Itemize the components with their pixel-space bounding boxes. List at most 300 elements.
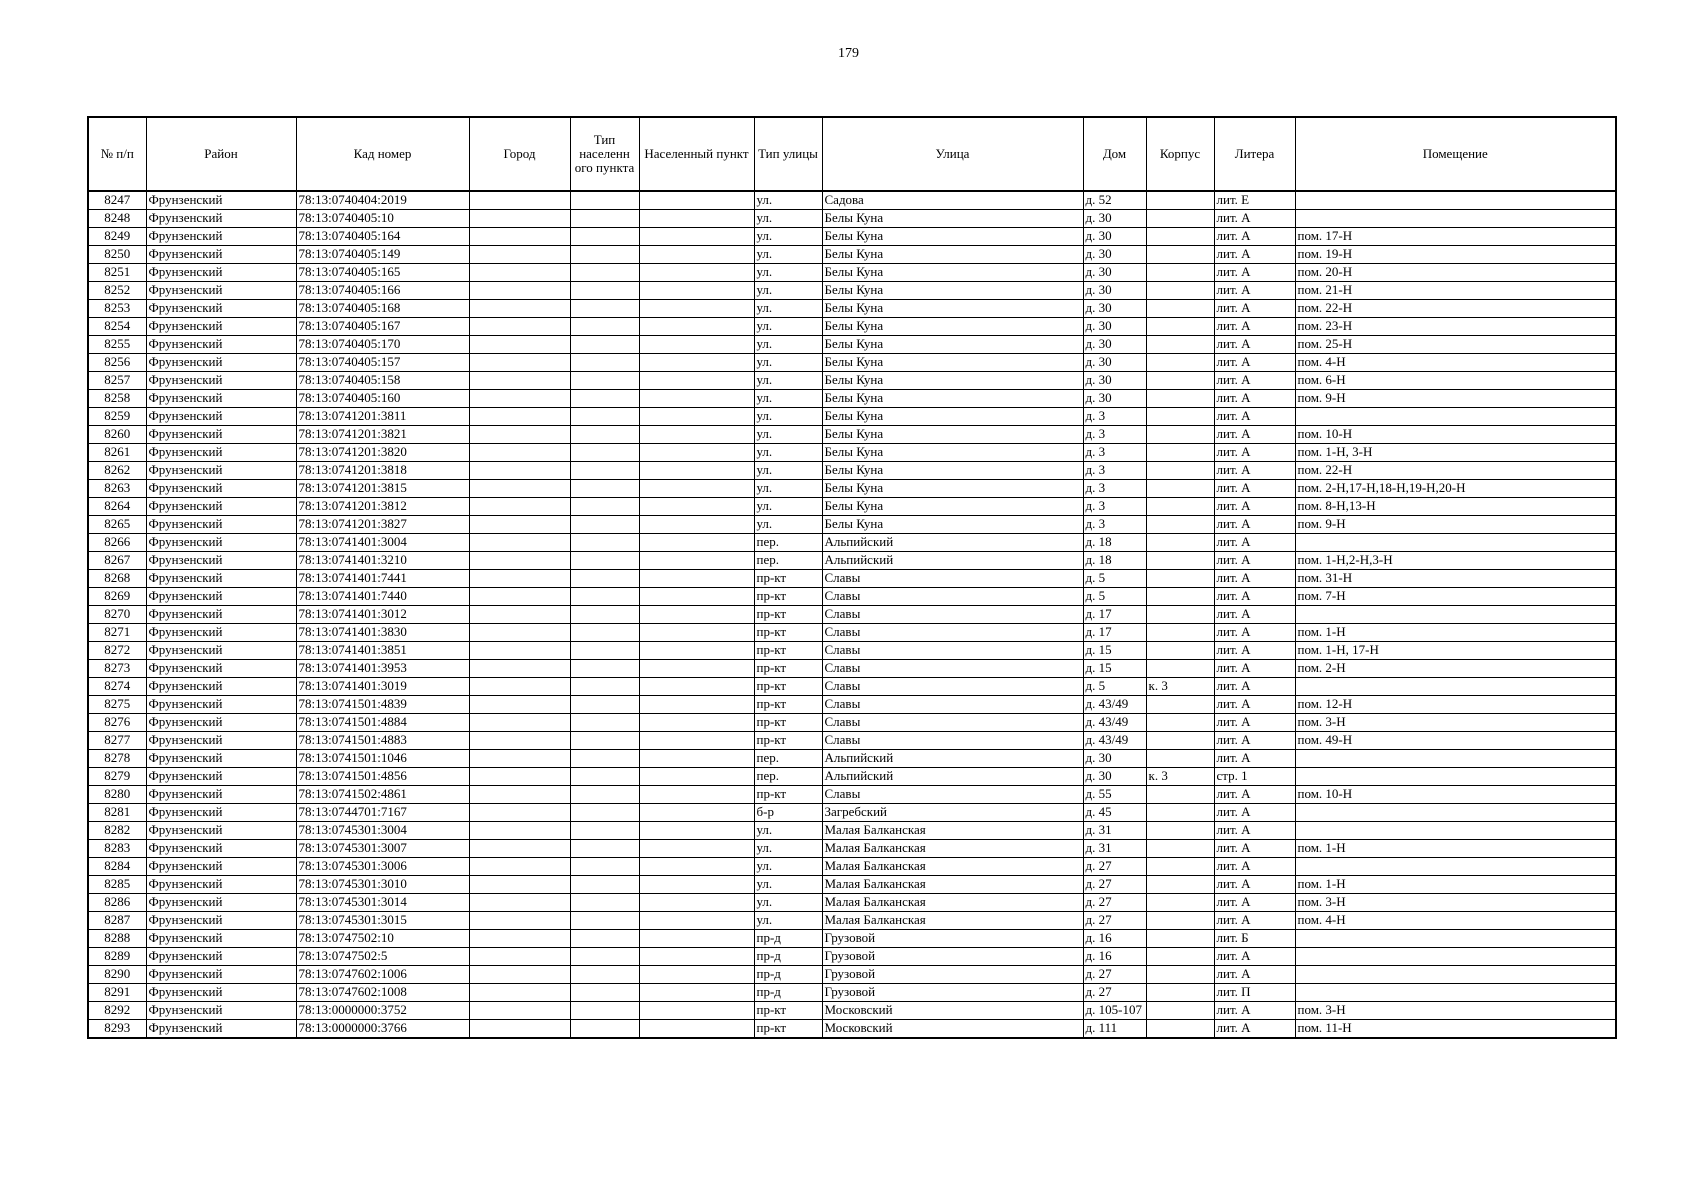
col-building-cell xyxy=(1146,984,1214,1002)
table-row xyxy=(88,660,1616,678)
col-premises-cell: пом. 25-Н xyxy=(1295,336,1616,354)
col-settlement-type-cell xyxy=(570,678,639,696)
col-settlement-cell xyxy=(639,894,754,912)
col-settlement-type-cell xyxy=(570,876,639,894)
table-row xyxy=(88,372,1616,390)
col-street-type-cell: пр-кт xyxy=(754,624,822,642)
col-city-cell xyxy=(469,588,570,606)
col-settlement-cell xyxy=(639,840,754,858)
col-premises-cell: пом. 12-Н xyxy=(1295,696,1616,714)
col-street-type-cell: пр-кт xyxy=(754,1002,822,1020)
col-settlement-cell xyxy=(639,1020,754,1039)
col-cadastral-cell: 78:13:0740405:157 xyxy=(296,354,469,372)
col-building-cell: к. 3 xyxy=(1146,768,1214,786)
col-city-cell xyxy=(469,210,570,228)
table-row xyxy=(88,210,1616,228)
col-letter-cell: лит. А xyxy=(1214,552,1295,570)
col-building-cell xyxy=(1146,480,1214,498)
col-district-cell: Фрунзенский xyxy=(146,642,296,660)
col-cadastral-cell: 78:13:0745301:3010 xyxy=(296,876,469,894)
col-building-cell xyxy=(1146,966,1214,984)
col-city-cell xyxy=(469,624,570,642)
col-building-cell xyxy=(1146,516,1214,534)
col-district-cell: Фрунзенский xyxy=(146,318,296,336)
col-letter-cell: лит. А xyxy=(1214,606,1295,624)
col-street-type-cell: ул. xyxy=(754,191,822,210)
col-number-cell: 8268 xyxy=(88,570,146,588)
col-building-cell xyxy=(1146,354,1214,372)
col-premises-cell: пом. 3-Н xyxy=(1295,1002,1616,1020)
col-street-cell: Славы xyxy=(822,606,1083,624)
col-number-cell: 8270 xyxy=(88,606,146,624)
col-settlement-type-cell xyxy=(570,750,639,768)
col-cadastral-cell: 78:13:0741401:3953 xyxy=(296,660,469,678)
col-city-cell xyxy=(469,318,570,336)
col-settlement-cell xyxy=(639,354,754,372)
col-street-type-cell: ул. xyxy=(754,498,822,516)
col-letter-cell: лит. А xyxy=(1214,894,1295,912)
col-settlement-cell xyxy=(639,462,754,480)
col-cadastral-cell: 78:13:0740404:2019 xyxy=(296,191,469,210)
col-city-cell xyxy=(469,498,570,516)
col-cadastral-cell: 78:13:0741201:3821 xyxy=(296,426,469,444)
col-street-cell: Белы Куна xyxy=(822,336,1083,354)
col-building-cell xyxy=(1146,372,1214,390)
col-number-cell: 8265 xyxy=(88,516,146,534)
col-letter-cell: лит. А xyxy=(1214,498,1295,516)
col-number-cell: 8277 xyxy=(88,732,146,750)
col-cadastral-cell: 78:13:0741502:4861 xyxy=(296,786,469,804)
col-settlement-cell xyxy=(639,948,754,966)
col-house-cell: д. 3 xyxy=(1083,462,1146,480)
col-premises-cell: пом. 31-Н xyxy=(1295,570,1616,588)
col-settlement-type-cell xyxy=(570,714,639,732)
col-building-cell xyxy=(1146,642,1214,660)
col-settlement-type-cell xyxy=(570,768,639,786)
col-district-cell: Фрунзенский xyxy=(146,498,296,516)
col-number-cell: 8262 xyxy=(88,462,146,480)
table-row xyxy=(88,606,1616,624)
col-cadastral-cell: 78:13:0747602:1008 xyxy=(296,984,469,1002)
col-street-type-cell: ул. xyxy=(754,264,822,282)
col-settlement-type-cell xyxy=(570,1002,639,1020)
col-city-cell xyxy=(469,984,570,1002)
col-letter-cell: лит. А xyxy=(1214,534,1295,552)
table-row xyxy=(88,246,1616,264)
col-premises-cell: пом. 19-Н xyxy=(1295,246,1616,264)
col-settlement-type-cell xyxy=(570,552,639,570)
col-city-cell xyxy=(469,390,570,408)
col-street-type-cell: ул. xyxy=(754,354,822,372)
page-number: 179 xyxy=(838,46,859,61)
col-district-cell: Фрунзенский xyxy=(146,930,296,948)
col-letter-cell: лит. А xyxy=(1214,822,1295,840)
col-settlement-type-cell xyxy=(570,804,639,822)
col-city-cell xyxy=(469,768,570,786)
col-settlement-type-cell xyxy=(570,426,639,444)
col-district-cell: Фрунзенский xyxy=(146,336,296,354)
col-street-type-cell: ул. xyxy=(754,336,822,354)
col-street-cell: Славы xyxy=(822,732,1083,750)
col-cadastral-cell: 78:13:0740405:164 xyxy=(296,228,469,246)
col-house-cell: д. 27 xyxy=(1083,966,1146,984)
col-building-header: Корпус xyxy=(1146,117,1214,191)
col-cadastral-cell: 78:13:0741201:3815 xyxy=(296,480,469,498)
col-district-cell: Фрунзенский xyxy=(146,534,296,552)
col-district-cell: Фрунзенский xyxy=(146,822,296,840)
col-cadastral-cell: 78:13:0745301:3006 xyxy=(296,858,469,876)
col-premises-cell: пом. 21-Н xyxy=(1295,282,1616,300)
col-letter-cell: лит. А xyxy=(1214,804,1295,822)
col-street-cell: Славы xyxy=(822,678,1083,696)
col-district-cell: Фрунзенский xyxy=(146,354,296,372)
col-house-cell: д. 30 xyxy=(1083,282,1146,300)
col-premises-cell xyxy=(1295,948,1616,966)
col-number-cell: 8259 xyxy=(88,408,146,426)
col-settlement-type-cell xyxy=(570,390,639,408)
col-street-type-cell: пр-кт xyxy=(754,1020,822,1039)
col-district-cell: Фрунзенский xyxy=(146,426,296,444)
col-settlement-type-cell xyxy=(570,786,639,804)
col-street-cell: Грузовой xyxy=(822,966,1083,984)
col-street-cell: Белы Куна xyxy=(822,282,1083,300)
col-settlement-type-cell xyxy=(570,372,639,390)
col-city-cell xyxy=(469,300,570,318)
col-street-type-cell: пр-кт xyxy=(754,660,822,678)
col-letter-cell: лит. А xyxy=(1214,732,1295,750)
col-letter-cell: лит. А xyxy=(1214,480,1295,498)
col-district-cell: Фрунзенский xyxy=(146,948,296,966)
col-house-cell: д. 27 xyxy=(1083,912,1146,930)
col-street-cell: Малая Балканская xyxy=(822,858,1083,876)
col-city-cell xyxy=(469,462,570,480)
col-premises-cell: пом. 22-Н xyxy=(1295,462,1616,480)
col-city-cell xyxy=(469,336,570,354)
col-building-cell xyxy=(1146,1002,1214,1020)
col-city-cell xyxy=(469,696,570,714)
col-district-cell: Фрунзенский xyxy=(146,966,296,984)
table-row xyxy=(88,930,1616,948)
col-city-cell xyxy=(469,1020,570,1039)
col-number-cell: 8282 xyxy=(88,822,146,840)
col-street-cell: Грузовой xyxy=(822,930,1083,948)
col-street-cell: Московский xyxy=(822,1002,1083,1020)
col-number-cell: 8249 xyxy=(88,228,146,246)
col-cadastral-cell: 78:13:0741401:3210 xyxy=(296,552,469,570)
col-street-type-cell: пр-д xyxy=(754,930,822,948)
col-cadastral-cell: 78:13:0741401:3019 xyxy=(296,678,469,696)
table-row xyxy=(88,894,1616,912)
col-house-cell: д. 5 xyxy=(1083,570,1146,588)
col-letter-cell: лит. А xyxy=(1214,786,1295,804)
col-district-cell: Фрунзенский xyxy=(146,696,296,714)
col-street-cell: Белы Куна xyxy=(822,426,1083,444)
col-house-cell: д. 27 xyxy=(1083,876,1146,894)
col-cadastral-cell: 78:13:0741401:7440 xyxy=(296,588,469,606)
col-building-cell xyxy=(1146,876,1214,894)
col-house-cell: д. 30 xyxy=(1083,390,1146,408)
col-city-cell xyxy=(469,552,570,570)
col-building-cell xyxy=(1146,804,1214,822)
col-settlement-type-cell xyxy=(570,1020,639,1039)
table-row xyxy=(88,336,1616,354)
col-building-cell xyxy=(1146,246,1214,264)
table-row xyxy=(88,534,1616,552)
col-street-type-cell: б-р xyxy=(754,804,822,822)
col-district-cell: Фрунзенский xyxy=(146,480,296,498)
col-letter-cell: лит. А xyxy=(1214,390,1295,408)
col-house-cell: д. 43/49 xyxy=(1083,732,1146,750)
col-house-cell: д. 105-107 xyxy=(1083,1002,1146,1020)
col-street-cell: Славы xyxy=(822,588,1083,606)
col-cadastral-cell: 78:13:0744701:7167 xyxy=(296,804,469,822)
col-house-cell: д. 5 xyxy=(1083,588,1146,606)
col-house-cell: д. 27 xyxy=(1083,984,1146,1002)
table-row xyxy=(88,282,1616,300)
col-city-cell xyxy=(469,228,570,246)
col-cadastral-cell: 78:13:0741501:4883 xyxy=(296,732,469,750)
col-premises-cell: пом. 11-Н xyxy=(1295,1020,1616,1039)
col-number-cell: 8271 xyxy=(88,624,146,642)
col-settlement-cell xyxy=(639,534,754,552)
col-building-cell xyxy=(1146,696,1214,714)
col-letter-cell: лит. А xyxy=(1214,714,1295,732)
col-city-cell xyxy=(469,876,570,894)
col-settlement-type-cell xyxy=(570,660,639,678)
col-district-cell: Фрунзенский xyxy=(146,804,296,822)
col-city-cell xyxy=(469,246,570,264)
col-city-cell xyxy=(469,750,570,768)
col-number-cell: 8288 xyxy=(88,930,146,948)
col-number-cell: 8267 xyxy=(88,552,146,570)
col-premises-cell xyxy=(1295,408,1616,426)
col-city-cell xyxy=(469,534,570,552)
col-settlement-cell xyxy=(639,930,754,948)
col-building-cell xyxy=(1146,714,1214,732)
col-settlement-cell xyxy=(639,372,754,390)
col-house-cell: д. 30 xyxy=(1083,264,1146,282)
col-premises-cell xyxy=(1295,858,1616,876)
col-number-cell: 8287 xyxy=(88,912,146,930)
col-number-cell: 8256 xyxy=(88,354,146,372)
col-settlement-type-cell xyxy=(570,984,639,1002)
col-settlement-type-cell xyxy=(570,930,639,948)
col-premises-cell xyxy=(1295,534,1616,552)
col-settlement-cell xyxy=(639,714,754,732)
col-street-type-cell: ул. xyxy=(754,822,822,840)
col-premises-cell: пом. 8-Н,13-Н xyxy=(1295,498,1616,516)
col-building-cell xyxy=(1146,858,1214,876)
col-settlement-cell xyxy=(639,390,754,408)
col-letter-cell: лит. А xyxy=(1214,696,1295,714)
col-number-cell: 8255 xyxy=(88,336,146,354)
col-letter-cell: лит. А xyxy=(1214,750,1295,768)
col-house-cell: д. 30 xyxy=(1083,336,1146,354)
col-premises-cell: пом. 10-Н xyxy=(1295,426,1616,444)
col-cadastral-cell: 78:13:0740405:167 xyxy=(296,318,469,336)
col-street-type-cell: ул. xyxy=(754,894,822,912)
col-settlement-cell xyxy=(639,444,754,462)
col-cadastral-cell: 78:13:0741201:3820 xyxy=(296,444,469,462)
col-premises-cell xyxy=(1295,966,1616,984)
col-cadastral-cell: 78:13:0741401:3004 xyxy=(296,534,469,552)
col-house-cell: д. 16 xyxy=(1083,948,1146,966)
col-cadastral-cell: 78:13:0741201:3827 xyxy=(296,516,469,534)
col-premises-cell xyxy=(1295,210,1616,228)
col-city-cell xyxy=(469,282,570,300)
col-street-cell: Славы xyxy=(822,786,1083,804)
table-row xyxy=(88,984,1616,1002)
col-district-cell: Фрунзенский xyxy=(146,282,296,300)
col-premises-cell xyxy=(1295,678,1616,696)
col-street-type-cell: пр-кт xyxy=(754,588,822,606)
col-cadastral-cell: 78:13:0741201:3812 xyxy=(296,498,469,516)
col-settlement-cell xyxy=(639,876,754,894)
col-street-type-cell: ул. xyxy=(754,876,822,894)
col-settlement-cell xyxy=(639,191,754,210)
col-building-cell xyxy=(1146,894,1214,912)
col-street-cell: Белы Куна xyxy=(822,318,1083,336)
col-letter-cell: лит. А xyxy=(1214,642,1295,660)
col-city-cell xyxy=(469,444,570,462)
col-settlement-cell xyxy=(639,408,754,426)
col-cadastral-cell: 78:13:0745301:3014 xyxy=(296,894,469,912)
col-city-cell xyxy=(469,516,570,534)
col-number-cell: 8281 xyxy=(88,804,146,822)
col-city-cell xyxy=(469,642,570,660)
col-letter-cell: лит. А xyxy=(1214,876,1295,894)
col-letter-cell: стр. 1 xyxy=(1214,768,1295,786)
col-building-cell xyxy=(1146,210,1214,228)
col-building-cell xyxy=(1146,426,1214,444)
col-district-cell: Фрунзенский xyxy=(146,678,296,696)
col-number-cell: 8278 xyxy=(88,750,146,768)
col-street-cell: Малая Балканская xyxy=(822,894,1083,912)
col-building-cell xyxy=(1146,786,1214,804)
col-settlement-type-cell xyxy=(570,498,639,516)
col-number-cell: 8284 xyxy=(88,858,146,876)
table-row xyxy=(88,462,1616,480)
col-premises-cell: пом. 20-Н xyxy=(1295,264,1616,282)
table-row xyxy=(88,390,1616,408)
col-building-cell xyxy=(1146,750,1214,768)
table-row xyxy=(88,804,1616,822)
col-letter-cell: лит. П xyxy=(1214,984,1295,1002)
property-table xyxy=(87,116,1617,1039)
col-settlement-type-cell xyxy=(570,191,639,210)
col-cadastral-cell: 78:13:0740405:170 xyxy=(296,336,469,354)
col-settlement-type-cell xyxy=(570,264,639,282)
table-row xyxy=(88,912,1616,930)
col-district-cell: Фрунзенский xyxy=(146,210,296,228)
col-street-cell: Альпийский xyxy=(822,534,1083,552)
col-settlement-cell xyxy=(639,282,754,300)
table-row xyxy=(88,750,1616,768)
col-cadastral-cell: 78:13:0747502:10 xyxy=(296,930,469,948)
col-settlement-cell xyxy=(639,660,754,678)
col-house-cell: д. 3 xyxy=(1083,498,1146,516)
col-settlement-cell xyxy=(639,858,754,876)
col-number-cell: 8254 xyxy=(88,318,146,336)
col-number-header: № п/п xyxy=(88,117,146,191)
col-premises-cell: пом. 3-Н xyxy=(1295,894,1616,912)
col-street-type-cell: ул. xyxy=(754,282,822,300)
table-row xyxy=(88,876,1616,894)
col-street-type-cell: пр-кт xyxy=(754,714,822,732)
col-district-cell: Фрунзенский xyxy=(146,714,296,732)
col-settlement-type-cell xyxy=(570,822,639,840)
col-street-cell: Малая Балканская xyxy=(822,840,1083,858)
col-city-cell xyxy=(469,894,570,912)
col-letter-cell: лит. А xyxy=(1214,354,1295,372)
col-number-cell: 8283 xyxy=(88,840,146,858)
col-street-type-cell: ул. xyxy=(754,912,822,930)
col-street-type-cell: пр-кт xyxy=(754,606,822,624)
col-street-cell: Белы Куна xyxy=(822,372,1083,390)
col-premises-cell xyxy=(1295,930,1616,948)
col-premises-cell: пом. 22-Н xyxy=(1295,300,1616,318)
col-street-cell: Грузовой xyxy=(822,948,1083,966)
col-cadastral-cell: 78:13:0741201:3818 xyxy=(296,462,469,480)
col-street-cell: Малая Балканская xyxy=(822,822,1083,840)
col-premises-cell xyxy=(1295,804,1616,822)
table-row xyxy=(88,822,1616,840)
col-letter-cell: лит. А xyxy=(1214,372,1295,390)
col-letter-cell: лит. А xyxy=(1214,912,1295,930)
col-street-cell: Белы Куна xyxy=(822,498,1083,516)
col-building-cell xyxy=(1146,498,1214,516)
col-settlement-type-cell xyxy=(570,300,639,318)
table-body xyxy=(88,191,1616,1038)
col-city-cell xyxy=(469,948,570,966)
col-letter-cell: лит. А xyxy=(1214,444,1295,462)
col-letter-cell: лит. А xyxy=(1214,966,1295,984)
col-settlement-cell xyxy=(639,768,754,786)
col-city-cell xyxy=(469,678,570,696)
col-premises-cell xyxy=(1295,822,1616,840)
col-street-type-cell: пр-кт xyxy=(754,678,822,696)
col-district-cell: Фрунзенский xyxy=(146,588,296,606)
col-settlement-type-cell xyxy=(570,246,639,264)
col-city-cell xyxy=(469,264,570,282)
col-building-cell xyxy=(1146,282,1214,300)
col-letter-cell: лит. Е xyxy=(1214,191,1295,210)
col-settlement-type-cell xyxy=(570,210,639,228)
col-number-cell: 8269 xyxy=(88,588,146,606)
col-letter-cell: лит. А xyxy=(1214,246,1295,264)
col-city-header: Город xyxy=(469,117,570,191)
col-house-cell: д. 18 xyxy=(1083,534,1146,552)
col-building-cell xyxy=(1146,1020,1214,1039)
col-building-cell xyxy=(1146,390,1214,408)
col-city-cell xyxy=(469,930,570,948)
col-building-cell xyxy=(1146,408,1214,426)
col-letter-cell: лит. А xyxy=(1214,678,1295,696)
table-row xyxy=(88,624,1616,642)
col-street-type-cell: пер. xyxy=(754,552,822,570)
col-street-cell: Белы Куна xyxy=(822,516,1083,534)
col-settlement-cell xyxy=(639,732,754,750)
col-settlement-type-cell xyxy=(570,354,639,372)
col-settlement-cell xyxy=(639,984,754,1002)
col-district-cell: Фрунзенский xyxy=(146,390,296,408)
col-house-cell: д. 5 xyxy=(1083,678,1146,696)
table-row xyxy=(88,732,1616,750)
col-district-cell: Фрунзенский xyxy=(146,876,296,894)
col-street-type-header: Тип улицы xyxy=(754,117,822,191)
col-street-type-cell: ул. xyxy=(754,408,822,426)
col-street-cell: Малая Балканская xyxy=(822,912,1083,930)
